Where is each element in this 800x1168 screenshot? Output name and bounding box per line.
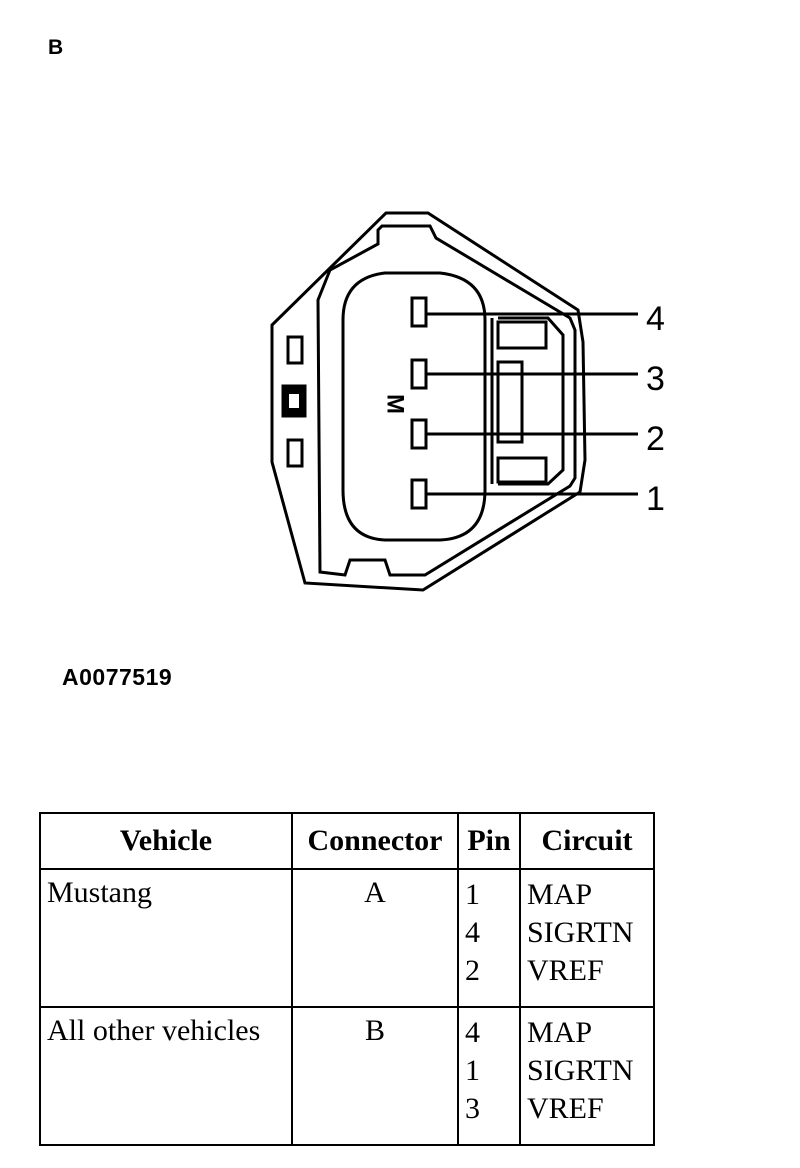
circuit-value: VREF	[527, 954, 604, 987]
latch-top-block	[498, 322, 546, 348]
cell-vehicle: All other vehicles	[40, 1007, 292, 1145]
pin-value: 1	[465, 878, 480, 911]
latch-bottom-block	[498, 458, 546, 482]
circuit-value: MAP	[527, 878, 593, 911]
pin-number-2: 2	[646, 420, 665, 458]
left-tab-bottom	[288, 440, 302, 466]
circuit-value: SIGRTN	[527, 916, 634, 949]
cell-connector: A	[292, 869, 458, 1007]
cell-vehicle: Mustang	[40, 869, 292, 1007]
pin-3	[412, 360, 426, 388]
figure-id: A0077519	[62, 664, 173, 690]
pin-4	[412, 298, 426, 326]
circuit-value: SIGRTN	[527, 1054, 634, 1087]
pin-2	[412, 420, 426, 448]
header-vehicle: Vehicle	[40, 813, 292, 869]
cell-circuits	[520, 1007, 654, 1145]
pin-value: 3	[465, 1092, 480, 1125]
figure-corner-label: B	[48, 36, 64, 59]
connector-key-mark: M	[381, 394, 409, 414]
header-pin: Pin	[458, 813, 520, 869]
pin-value: 4	[465, 916, 480, 949]
header-connector: Connector	[292, 813, 458, 869]
cell-pins	[458, 869, 520, 1007]
circuit-value: MAP	[527, 1016, 593, 1049]
pin-number-1: 1	[646, 480, 665, 518]
pin-number-3: 3	[646, 360, 665, 398]
pin-1	[412, 480, 426, 508]
pin-circuit-table	[39, 812, 655, 1146]
cell-pins	[458, 1007, 520, 1145]
cell-connector: B	[292, 1007, 458, 1145]
table-header-row	[40, 813, 654, 869]
table-row	[40, 869, 654, 1007]
pin-number-4: 4	[646, 300, 665, 338]
pin-value: 4	[465, 1016, 480, 1049]
circuit-value: VREF	[527, 1092, 604, 1125]
cell-circuits	[520, 869, 654, 1007]
pin-value: 1	[465, 1054, 480, 1087]
connector-housing-inner	[318, 226, 575, 575]
table-row	[40, 1007, 654, 1145]
header-circuit: Circuit	[520, 813, 654, 869]
left-tab-top	[288, 337, 302, 363]
pin-value: 2	[465, 954, 480, 987]
